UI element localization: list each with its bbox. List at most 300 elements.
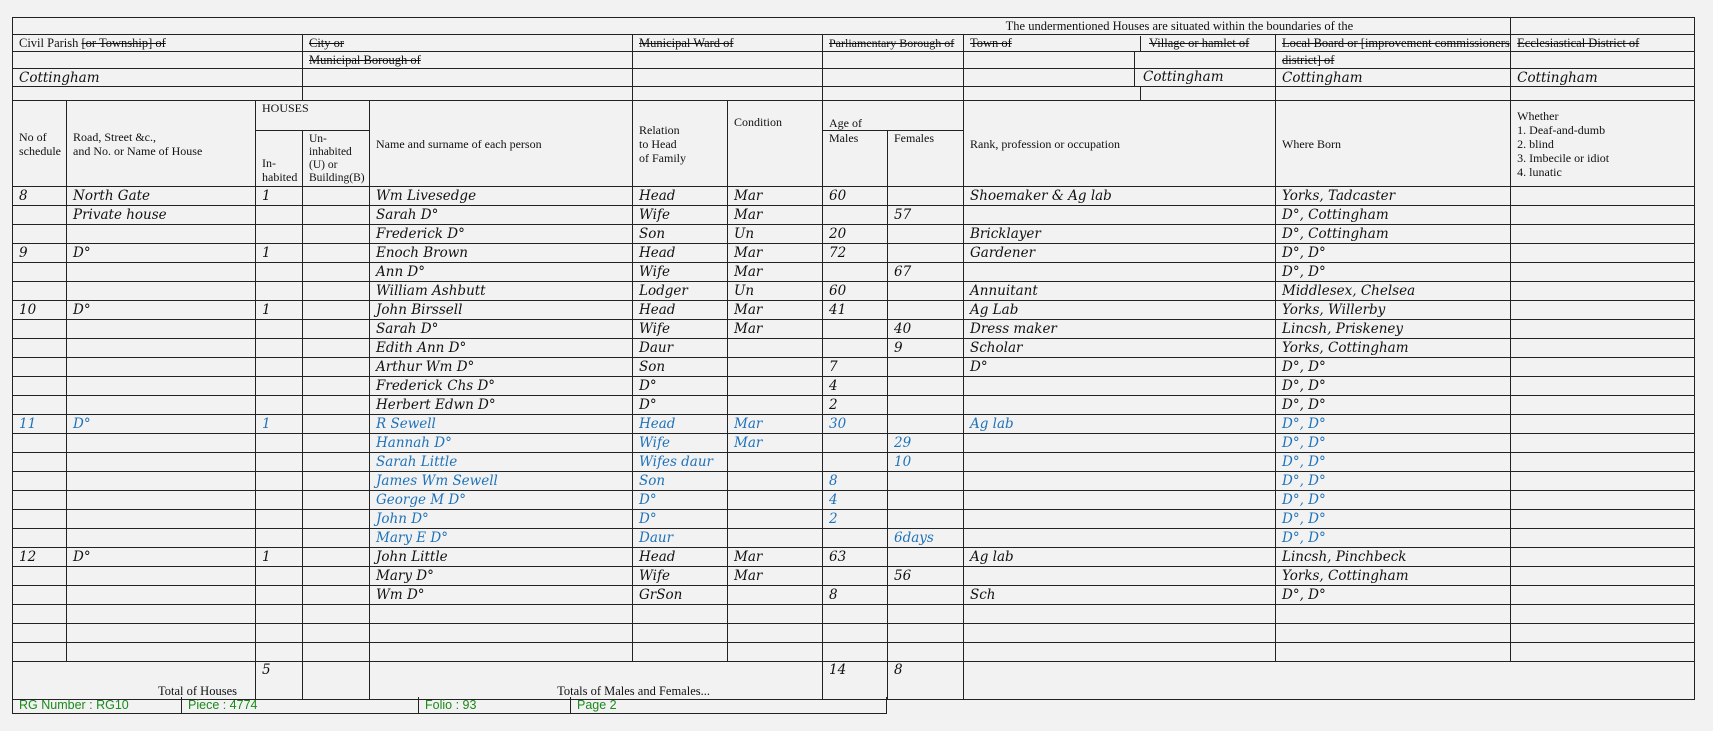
area-parliamentary-label: Parliamentary Borough of (823, 35, 964, 52)
uninhabited-cell (303, 396, 370, 415)
infirmity-cell (1511, 206, 1695, 225)
infirmity-cell (1511, 415, 1695, 434)
where-born-cell: Yorks, Willerby (1276, 301, 1511, 320)
name-cell: Herbert Edwn D° (370, 396, 633, 415)
relation-cell: Daur (633, 339, 728, 358)
occupation-cell: Bricklayer (964, 225, 1276, 244)
road-cell (67, 339, 256, 358)
uninhabited-cell (303, 282, 370, 301)
condition-cell (728, 358, 823, 377)
infirmity-cell (1511, 377, 1695, 396)
relation-cell: Head (633, 301, 728, 320)
infirmity-cell (1511, 282, 1695, 301)
total-houses-label: Total of Houses (13, 662, 256, 700)
males-cell (823, 624, 888, 643)
occupation-cell: Annuitant (964, 282, 1276, 301)
where-born-cell: Lincsh, Pinchbeck (1276, 548, 1511, 567)
road-cell (67, 510, 256, 529)
males-cell (823, 643, 888, 662)
inhabited-cell (256, 529, 303, 548)
condition-cell (728, 396, 823, 415)
where-born-cell: Middlesex, Chelsea (1276, 282, 1511, 301)
village-value: Cottingham (1143, 69, 1224, 85)
schedule-cell (13, 377, 67, 396)
females-cell (888, 624, 964, 643)
table-row (13, 415, 1695, 434)
occupation-cell: Shoemaker & Ag lab (964, 187, 1276, 206)
name-cell: Mary D° (370, 567, 633, 586)
where-born-cell: D°, D° (1276, 358, 1511, 377)
schedule-cell (13, 491, 67, 510)
females-cell: 9 (888, 339, 964, 358)
uninhabited-cell (303, 206, 370, 225)
col-condition: Condition (728, 101, 823, 187)
col-houses: HOUSES (256, 101, 370, 131)
table-row (13, 586, 1695, 605)
males-cell: 4 (823, 377, 888, 396)
males-cell (823, 529, 888, 548)
area-ward-label: Municipal Ward of (633, 35, 823, 52)
schedule-cell: 9 (13, 244, 67, 263)
occupation-cell (964, 206, 1276, 225)
occupation-cell: Sch (964, 586, 1276, 605)
inhabited-cell (256, 567, 303, 586)
uninhabited-cell (303, 225, 370, 244)
occupation-cell: Ag Lab (964, 301, 1276, 320)
uninhabited-cell (303, 643, 370, 662)
table-row (13, 510, 1695, 529)
uninhabited-cell (303, 472, 370, 491)
where-born-cell: Yorks, Cottingham (1276, 567, 1511, 586)
where-born-cell: D°, D° (1276, 510, 1511, 529)
inhabited-cell (256, 586, 303, 605)
occupation-cell (964, 624, 1276, 643)
inhabited-cell: 1 (256, 548, 303, 567)
females-cell (888, 415, 964, 434)
relation-cell: Wife (633, 434, 728, 453)
males-cell: 8 (823, 472, 888, 491)
condition-cell (728, 472, 823, 491)
col-relation: Relation to Head of Family (633, 101, 728, 187)
condition-cell (728, 605, 823, 624)
uninhabited-cell (303, 491, 370, 510)
uninhabited-cell (303, 358, 370, 377)
uninhabited-cell (303, 529, 370, 548)
schedule-cell (13, 339, 67, 358)
females-cell: 6days (888, 529, 964, 548)
condition-cell: Mar (728, 548, 823, 567)
occupation-cell (964, 605, 1276, 624)
condition-cell: Mar (728, 301, 823, 320)
uninhabited-cell (303, 339, 370, 358)
name-cell (370, 643, 633, 662)
totals-persons-label: Totals of Males and Females... (370, 662, 823, 700)
where-born-cell: Yorks, Cottingham (1276, 339, 1511, 358)
schedule-cell (13, 320, 67, 339)
females-cell (888, 225, 964, 244)
females-cell (888, 586, 964, 605)
inhabited-cell (256, 396, 303, 415)
where-born-cell: D°, D° (1276, 529, 1511, 548)
schedule-cell (13, 567, 67, 586)
relation-cell: GrSon (633, 586, 728, 605)
occupation-cell (964, 510, 1276, 529)
condition-cell: Mar (728, 263, 823, 282)
inhabited-cell: 1 (256, 301, 303, 320)
occupation-cell (964, 491, 1276, 510)
uninhabited-cell (303, 434, 370, 453)
name-cell: Ann D° (370, 263, 633, 282)
inhabited-cell (256, 453, 303, 472)
males-cell: 7 (823, 358, 888, 377)
infirmity-cell (1511, 643, 1695, 662)
page-reference: Page 2 (577, 698, 617, 712)
col-age: Age of (823, 101, 964, 131)
where-born-cell: D°, D° (1276, 434, 1511, 453)
occupation-cell (964, 396, 1276, 415)
road-cell: D° (67, 301, 256, 320)
table-row (13, 263, 1695, 282)
infirmity-cell (1511, 567, 1695, 586)
area-city-label: City or (303, 35, 633, 52)
area-civil-parish-label: Civil Parish [or Township] of (13, 35, 303, 52)
males-cell: 60 (823, 282, 888, 301)
table-row (13, 529, 1695, 548)
road-cell (67, 320, 256, 339)
occupation-cell: Ag lab (964, 415, 1276, 434)
where-born-cell: D°, Cottingham (1276, 206, 1511, 225)
road-cell: D° (67, 244, 256, 263)
road-cell (67, 434, 256, 453)
males-cell: 60 (823, 187, 888, 206)
schedule-cell (13, 434, 67, 453)
header-title: The undermentioned Houses are situated within the boundaries of the (13, 18, 1511, 35)
road-cell (67, 263, 256, 282)
condition-cell: Un (728, 282, 823, 301)
col-whether: Whether 1. Deaf-and-dumb 2. blind 3. Imbecile or idiot 4. lunatic (1511, 101, 1695, 187)
header-title-row (13, 18, 1695, 35)
name-cell: Wm Livesedge (370, 187, 633, 206)
males-cell (823, 206, 888, 225)
infirmity-cell (1511, 396, 1695, 415)
table-row (13, 244, 1695, 263)
relation-cell (633, 605, 728, 624)
col-males: Males (823, 131, 888, 187)
condition-cell: Un (728, 225, 823, 244)
inhabited-cell (256, 320, 303, 339)
road-cell: D° (67, 548, 256, 567)
where-born-cell: D°, D° (1276, 491, 1511, 510)
schedule-cell (13, 263, 67, 282)
name-cell: John D° (370, 510, 633, 529)
where-born-cell (1276, 624, 1511, 643)
females-cell: 56 (888, 567, 964, 586)
page-number-cell (1511, 18, 1695, 35)
road-cell (67, 605, 256, 624)
condition-cell: Mar (728, 434, 823, 453)
name-cell: Wm D° (370, 586, 633, 605)
col-females: Females (888, 131, 964, 187)
females-cell: 10 (888, 453, 964, 472)
infirmity-cell (1511, 510, 1695, 529)
schedule-cell: 11 (13, 415, 67, 434)
infirmity-cell (1511, 529, 1695, 548)
females-cell: 67 (888, 263, 964, 282)
where-born-cell: D°, D° (1276, 244, 1511, 263)
total-houses-value: 5 (256, 662, 303, 700)
table-row (13, 548, 1695, 567)
males-cell (823, 453, 888, 472)
column-header-row (13, 101, 1695, 131)
uninhabited-cell (303, 244, 370, 263)
males-cell: 4 (823, 491, 888, 510)
males-cell (823, 263, 888, 282)
total-males-value: 14 (823, 662, 888, 700)
uninhabited-cell (303, 301, 370, 320)
table-row (13, 339, 1695, 358)
females-cell: 29 (888, 434, 964, 453)
females-cell (888, 643, 964, 662)
infirmity-cell (1511, 320, 1695, 339)
road-cell (67, 586, 256, 605)
where-born-cell (1276, 643, 1511, 662)
table-row (13, 358, 1695, 377)
table-row (13, 491, 1695, 510)
inhabited-cell (256, 206, 303, 225)
table-row (13, 396, 1695, 415)
schedule-cell (13, 510, 67, 529)
table-row (13, 377, 1695, 396)
road-cell (67, 396, 256, 415)
where-born-cell: D°, D° (1276, 263, 1511, 282)
inhabited-cell (256, 643, 303, 662)
relation-cell (633, 624, 728, 643)
males-cell (823, 434, 888, 453)
name-cell: James Wm Sewell (370, 472, 633, 491)
females-cell (888, 301, 964, 320)
table-row (13, 320, 1695, 339)
civil-parish-value: Cottingham (13, 69, 303, 87)
infirmity-cell (1511, 472, 1695, 491)
occupation-cell: Dress maker (964, 320, 1276, 339)
condition-cell (728, 377, 823, 396)
table-row (13, 187, 1695, 206)
females-cell (888, 396, 964, 415)
table-row (13, 301, 1695, 320)
road-cell (67, 529, 256, 548)
males-cell: 41 (823, 301, 888, 320)
census-form (12, 17, 1695, 700)
name-cell: Sarah Little (370, 453, 633, 472)
infirmity-cell (1511, 586, 1695, 605)
occupation-cell (964, 263, 1276, 282)
table-row (13, 434, 1695, 453)
schedule-cell: 12 (13, 548, 67, 567)
relation-cell: Wife (633, 567, 728, 586)
males-cell (823, 567, 888, 586)
relation-cell: Son (633, 358, 728, 377)
local-board-value: Cottingham (1276, 69, 1511, 87)
uninhabited-cell (303, 586, 370, 605)
condition-cell: Mar (728, 415, 823, 434)
inhabited-cell (256, 624, 303, 643)
relation-cell: Head (633, 244, 728, 263)
schedule-cell: 8 (13, 187, 67, 206)
males-cell (823, 605, 888, 624)
condition-cell: Mar (728, 567, 823, 586)
name-cell: Frederick D° (370, 225, 633, 244)
name-cell: John Birssell (370, 301, 633, 320)
census-rows (13, 187, 1695, 662)
uninhabited-cell (303, 548, 370, 567)
uninhabited-cell (303, 453, 370, 472)
name-cell (370, 624, 633, 643)
folio-number: Folio : 93 (419, 697, 571, 713)
table-row (13, 624, 1695, 643)
schedule-cell (13, 282, 67, 301)
schedule-cell (13, 529, 67, 548)
name-cell (370, 605, 633, 624)
name-cell: R Sewell (370, 415, 633, 434)
road-cell (67, 453, 256, 472)
road-cell (67, 472, 256, 491)
condition-cell (728, 624, 823, 643)
inhabited-cell (256, 358, 303, 377)
road-cell (67, 282, 256, 301)
occupation-cell: D° (964, 358, 1276, 377)
col-road: Road, Street &c., and No. or Name of House (67, 101, 256, 187)
relation-cell: Son (633, 225, 728, 244)
inhabited-cell (256, 282, 303, 301)
road-cell: Private house (67, 206, 256, 225)
reference-bar (12, 697, 887, 714)
where-born-cell: D°, D° (1276, 415, 1511, 434)
condition-cell (728, 529, 823, 548)
inhabited-cell (256, 472, 303, 491)
uninhabited-cell (303, 377, 370, 396)
name-cell: George M D° (370, 491, 633, 510)
females-cell (888, 282, 964, 301)
col-name: Name and surname of each person (370, 101, 633, 187)
uninhabited-cell (303, 510, 370, 529)
name-cell: Enoch Brown (370, 244, 633, 263)
infirmity-cell (1511, 453, 1695, 472)
condition-cell: Mar (728, 244, 823, 263)
schedule-cell: 10 (13, 301, 67, 320)
inhabited-cell (256, 605, 303, 624)
infirmity-cell (1511, 624, 1695, 643)
males-cell: 30 (823, 415, 888, 434)
occupation-cell (964, 434, 1276, 453)
condition-cell: Mar (728, 187, 823, 206)
col-occupation: Rank, profession or occupation (964, 101, 1276, 187)
males-cell: 8 (823, 586, 888, 605)
relation-cell: D° (633, 491, 728, 510)
uninhabited-cell (303, 605, 370, 624)
inhabited-cell (256, 377, 303, 396)
road-cell: North Gate (67, 187, 256, 206)
col-inhabited: In- habited (256, 131, 303, 187)
rg-number: RG Number : RG10 (13, 697, 182, 713)
infirmity-cell (1511, 225, 1695, 244)
road-cell (67, 225, 256, 244)
schedule-cell (13, 396, 67, 415)
relation-cell (633, 643, 728, 662)
where-born-cell (1276, 605, 1511, 624)
total-females-value: 8 (888, 662, 964, 700)
condition-cell (728, 453, 823, 472)
infirmity-cell (1511, 263, 1695, 282)
where-born-cell: D°, D° (1276, 586, 1511, 605)
females-cell (888, 510, 964, 529)
road-cell (67, 491, 256, 510)
where-born-cell: D°, D° (1276, 472, 1511, 491)
name-cell: Arthur Wm D° (370, 358, 633, 377)
name-cell: Edith Ann D° (370, 339, 633, 358)
table-row (13, 643, 1695, 662)
occupation-cell (964, 643, 1276, 662)
schedule-cell (13, 358, 67, 377)
name-cell: Sarah D° (370, 320, 633, 339)
males-cell: 63 (823, 548, 888, 567)
col-schedule: No of schedule (13, 101, 67, 187)
area-local-board-label-2: district] of (1276, 52, 1511, 69)
name-cell: Sarah D° (370, 206, 633, 225)
schedule-cell (13, 624, 67, 643)
females-cell (888, 491, 964, 510)
infirmity-cell (1511, 187, 1695, 206)
occupation-cell (964, 472, 1276, 491)
relation-cell: Wifes daur (633, 453, 728, 472)
area-labels-row (13, 35, 1695, 52)
inhabited-cell (256, 263, 303, 282)
area-labels-row-2 (13, 52, 1695, 69)
males-cell: 2 (823, 510, 888, 529)
road-cell (67, 624, 256, 643)
occupation-cell: Ag lab (964, 548, 1276, 567)
uninhabited-cell (303, 567, 370, 586)
relation-cell: D° (633, 510, 728, 529)
inhabited-cell (256, 339, 303, 358)
col-where-born: Where Born (1276, 101, 1511, 187)
where-born-cell: D°, D° (1276, 453, 1511, 472)
uninhabited-cell (303, 263, 370, 282)
inhabited-cell (256, 225, 303, 244)
table-row (13, 472, 1695, 491)
males-cell: 2 (823, 396, 888, 415)
inhabited-cell (256, 491, 303, 510)
relation-cell: Daur (633, 529, 728, 548)
occupation-cell (964, 567, 1276, 586)
males-cell (823, 320, 888, 339)
infirmity-cell (1511, 301, 1695, 320)
occupation-cell (964, 377, 1276, 396)
females-cell (888, 377, 964, 396)
relation-cell: D° (633, 396, 728, 415)
area-ecclesiastical-label: Ecclesiastical District of (1511, 35, 1695, 52)
condition-cell (728, 586, 823, 605)
infirmity-cell (1511, 244, 1695, 263)
males-cell: 20 (823, 225, 888, 244)
infirmity-cell (1511, 605, 1695, 624)
road-cell (67, 358, 256, 377)
infirmity-cell (1511, 548, 1695, 567)
females-cell (888, 358, 964, 377)
schedule-cell (13, 472, 67, 491)
inhabited-cell: 1 (256, 244, 303, 263)
infirmity-cell (1511, 434, 1695, 453)
name-cell: Mary E D° (370, 529, 633, 548)
